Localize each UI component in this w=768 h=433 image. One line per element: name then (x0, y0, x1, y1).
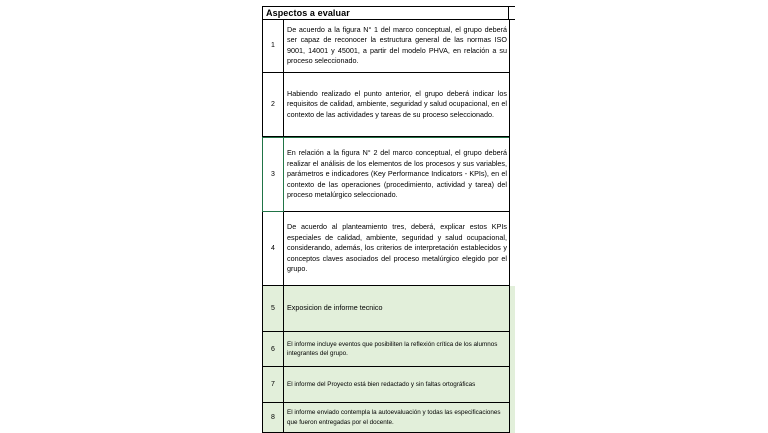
row-description-cell[interactable]: De acuerdo a la figura N° 1 del marco conceptual, el grupo deberá ser capaz de reconocer la estructura general de las normas ISO 9001, 14001 y 45001, a partir del modelo PHVA, en relación a su proceso seleccionado. (284, 19, 509, 73)
row-description-cell[interactable]: El informe incluye eventos que posibiliten la reflexión crítica de los alumnos integrantes del grupo. (284, 332, 509, 367)
row-number-cell-selected[interactable]: 3 (262, 137, 284, 212)
table-row[interactable] (262, 19, 515, 73)
row-description-cell[interactable]: En relación a la figura N° 2 del marco conceptual, el grupo deberá realizar el análisis de los elementos de los procesos y sus variables, parámetros e indicadores (Key Performance Indicators - KPIs), en el contexto de las operaciones (procedimiento, actividad y tarea) del proceso metalúrgico seleccionado. (284, 137, 509, 212)
row-description-cell[interactable]: De acuerdo al planteamiento tres, deberá, explicar estos KPIs especiales de calidad, ambiente, seguridad y salud ocupacional, considerando, además, los criterios de interpretación establecidos y conceptos claves asociados del proceso metalúrgico elegido por el grupo. (284, 212, 509, 286)
row-number-cell[interactable]: 1 (262, 19, 284, 73)
row-edge-cell[interactable] (509, 137, 515, 212)
table-row[interactable] (262, 286, 515, 332)
row-number-cell[interactable]: 2 (262, 73, 284, 137)
row-number-cell[interactable]: 6 (262, 332, 284, 367)
evaluation-sheet (262, 6, 515, 426)
table-row[interactable] (262, 403, 515, 433)
table-row[interactable] (262, 212, 515, 286)
row-number-cell[interactable]: 5 (262, 286, 284, 332)
table-row-selected[interactable] (262, 137, 515, 212)
row-edge-cell[interactable] (509, 403, 515, 433)
row-number-cell[interactable]: 7 (262, 367, 284, 403)
header-cell[interactable]: Aspectos a evaluar (266, 8, 350, 18)
row-edge-cell[interactable] (509, 367, 515, 403)
row-number-cell[interactable]: 4 (262, 212, 284, 286)
row-description-cell[interactable]: Exposicion de informe tecnico (284, 286, 509, 332)
row-description-cell[interactable]: Habiendo realizado el punto anterior, el grupo deberá indicar los requisitos de calidad, ambiente, seguridad y salud ocupacional, en el contexto de las actividades y tareas de su proceso seleccionado. (284, 73, 509, 137)
table-row[interactable] (262, 367, 515, 403)
header-edge (508, 6, 509, 19)
table-row[interactable] (262, 332, 515, 367)
row-description-cell[interactable]: El informe del Proyecto está bien redactado y sin faltas ortográficas (284, 367, 509, 403)
row-edge-cell[interactable] (509, 332, 515, 367)
table-row[interactable] (262, 73, 515, 137)
row-edge-cell[interactable] (509, 73, 515, 137)
row-edge-cell[interactable] (509, 286, 515, 332)
row-edge-cell[interactable] (509, 19, 515, 73)
row-edge-cell[interactable] (509, 212, 515, 286)
row-description-cell[interactable]: El informe enviado contempla la autoevaluación y todas las especificaciones que fueron entregadas por el docente. (284, 403, 509, 433)
header-row[interactable] (262, 6, 515, 20)
row-number-cell[interactable]: 8 (262, 403, 284, 433)
